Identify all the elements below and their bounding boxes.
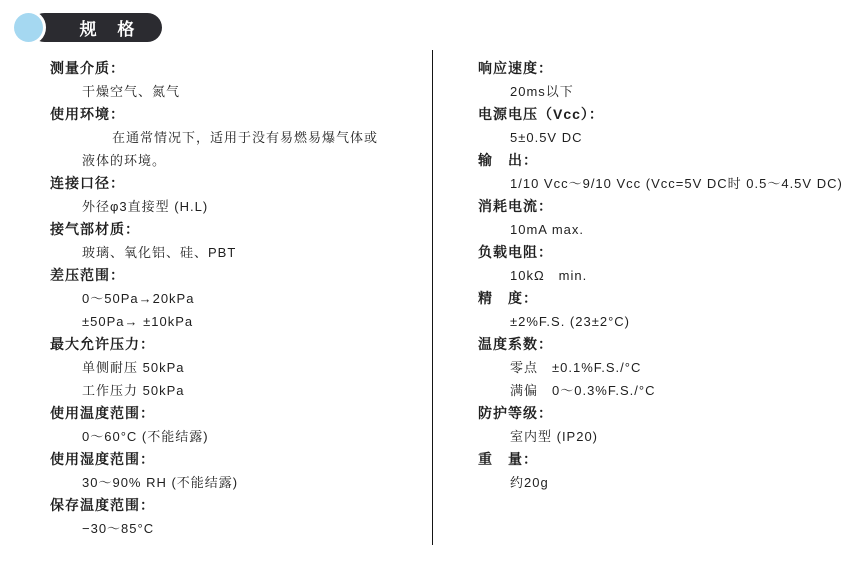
spec-label: 最大允许压力： [50,336,155,352]
spec-item [50,333,435,402]
spec-item [478,195,855,241]
spec-label: 消耗电流： [478,198,553,214]
spec-item [50,494,435,540]
spec-values [50,517,435,540]
spec-values [478,264,855,287]
spec-value: 10kΩ min. [510,268,588,283]
spec-value: 约20g [510,475,549,490]
spec-values [478,126,855,149]
spec-values [478,425,855,448]
spec-values [478,356,855,402]
spec-values [50,356,435,402]
spec-item [478,287,855,333]
spec-item [478,241,855,287]
spec-value: 0～50Pa→20kPa [82,291,195,306]
spec-value: 外径φ3直接型 (H.L) [82,199,209,214]
spec-label: 接气部材质： [50,221,140,237]
spec-label: 负载电阻： [478,244,553,260]
spec-values [50,287,435,333]
spec-value: 0～60°C (不能结露) [82,429,209,444]
spec-item [478,149,855,195]
spec-item [50,103,435,172]
section-title: 规 格 [79,20,143,39]
spec-value: 20ms以下 [510,84,574,99]
spec-value: 室内型 (IP20) [510,429,599,444]
spec-values [478,471,855,494]
spec-values [478,218,855,241]
spec-value: 液体的环境。 [82,153,167,168]
spec-value: 1/10 Vcc～9/10 Vcc (Vcc=5V DC时 0.5～4.5V DC) [510,176,843,191]
spec-value: 工作压力 50kPa [82,383,185,398]
spec-label: 差压范围： [50,267,125,283]
spec-item [50,402,435,448]
spec-values [50,126,435,172]
spec-value: −30～85°C [82,521,155,536]
spec-label: 精 度： [478,290,538,306]
spec-label: 保存温度范围： [50,497,155,513]
spec-value: 零点 ±0.1%F.S./°C [510,360,642,375]
spec-value: 干燥空气、氮气 [82,84,181,99]
spec-label: 使用温度范围： [50,405,155,421]
spec-label: 测量介质： [50,60,125,76]
header-accent-circle [14,13,43,42]
spec-item [50,264,435,333]
spec-values [478,310,855,333]
spec-values [478,80,855,103]
spec-label: 防护等级： [478,405,553,421]
spec-item [478,448,855,494]
spec-values [50,80,435,103]
section-header-tab [30,13,162,42]
spec-item [50,218,435,264]
spec-label: 连接口径： [50,175,125,191]
spec-item [50,172,435,218]
spec-label: 温度系数： [478,336,553,352]
spec-value: 满偏 0～0.3%F.S./°C [510,383,656,398]
spec-value: 玻璃、氧化铝、硅、PBT [82,245,237,260]
spec-label: 重 量： [478,451,538,467]
spec-value: ±50Pa→ ±10kPa [82,314,194,329]
spec-label: 使用环境： [50,106,125,122]
spec-item [478,402,855,448]
spec-item [50,448,435,494]
spec-values [50,425,435,448]
spec-values [50,195,435,218]
spec-value: 30～90% RH (不能结露) [82,475,239,490]
spec-label: 使用湿度范围： [50,451,155,467]
spec-item [50,57,435,103]
spec-values [478,172,855,195]
spec-label: 电源电压（Vcc）： [478,106,604,122]
spec-value: ±2%F.S. (23±2°C) [510,314,630,329]
spec-value: 单侧耐压 50kPa [82,360,185,375]
spec-column-right [478,57,855,494]
spec-column-left [50,57,435,540]
spec-label: 响应速度： [478,60,553,76]
spec-item [478,103,855,149]
spec-value: 在通常情况下，适用于没有易燃易爆气体或 [112,130,379,145]
spec-label: 输 出： [478,152,538,168]
spec-value: 10mA max. [510,222,585,237]
spec-item [478,57,855,103]
spec-values [50,471,435,494]
spec-item [478,333,855,402]
spec-value: 5±0.5V DC [510,130,583,145]
spec-values [50,241,435,264]
